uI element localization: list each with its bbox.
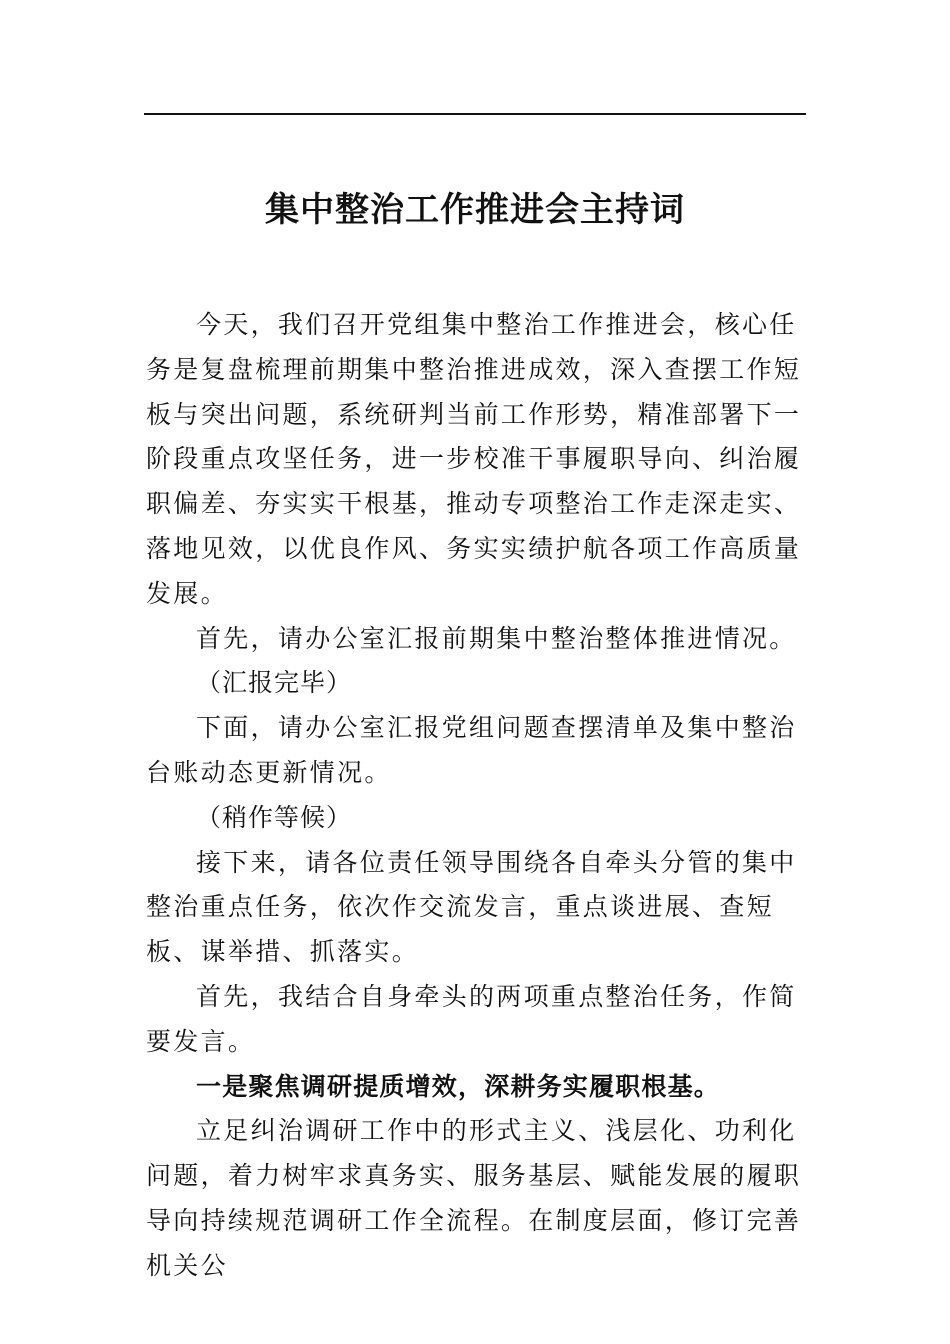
paragraph-stage-note: （汇报完毕） <box>196 668 353 698</box>
paragraph-wait-note: （稍作等候） <box>196 802 353 832</box>
header-rule <box>144 113 806 115</box>
paragraph-leaders-speak: 接下来，请各位责任领导围绕各自牵头分管的集中整治重点任务，依次作交流发言，重点谈进展、查短板、谋举措、抓落实。 <box>146 847 797 967</box>
paragraph-research: 立足纠治调研工作中的形式主义、浅层化、功利化问题，着力树牢求真务实、服务基层、赋能发展的履职导向持续规范调研工作全流程。在制度层面，修订完善机关公 <box>146 1116 802 1280</box>
paragraph-report-request: 首先，请办公室汇报前期集中整治整体推进情况。 <box>196 623 797 653</box>
section-heading-one: 一是聚焦调研提质增效，深耕务实履职根基。 <box>196 1071 721 1101</box>
document-title: 集中整治工作推进会主持词 <box>265 190 685 230</box>
paragraph-intro: 今天，我们召开党组集中整治工作推进会，核心任务是复盘梳理前期集中整治推进成效，深入查摆工作短板与突出问题，系统研判当前工作形势，精准部署下一阶段重点攻坚任务，进一步校准干事履职导向、纠治履职偏差、夯实实干根基，推动专项整治工作走深走实、落地见效，以优良作风、务实实绩护航各项工作高质量发展。 <box>146 310 802 608</box>
document-body <box>146 303 806 1289</box>
paragraph-ledger-request: 下面，请办公室汇报党组问题查摆清单及集中整治台账动态更新情况。 <box>146 713 797 787</box>
paragraph-own-speech: 首先，我结合自身牵头的两项重点整治任务，作简要发言。 <box>146 981 797 1056</box>
